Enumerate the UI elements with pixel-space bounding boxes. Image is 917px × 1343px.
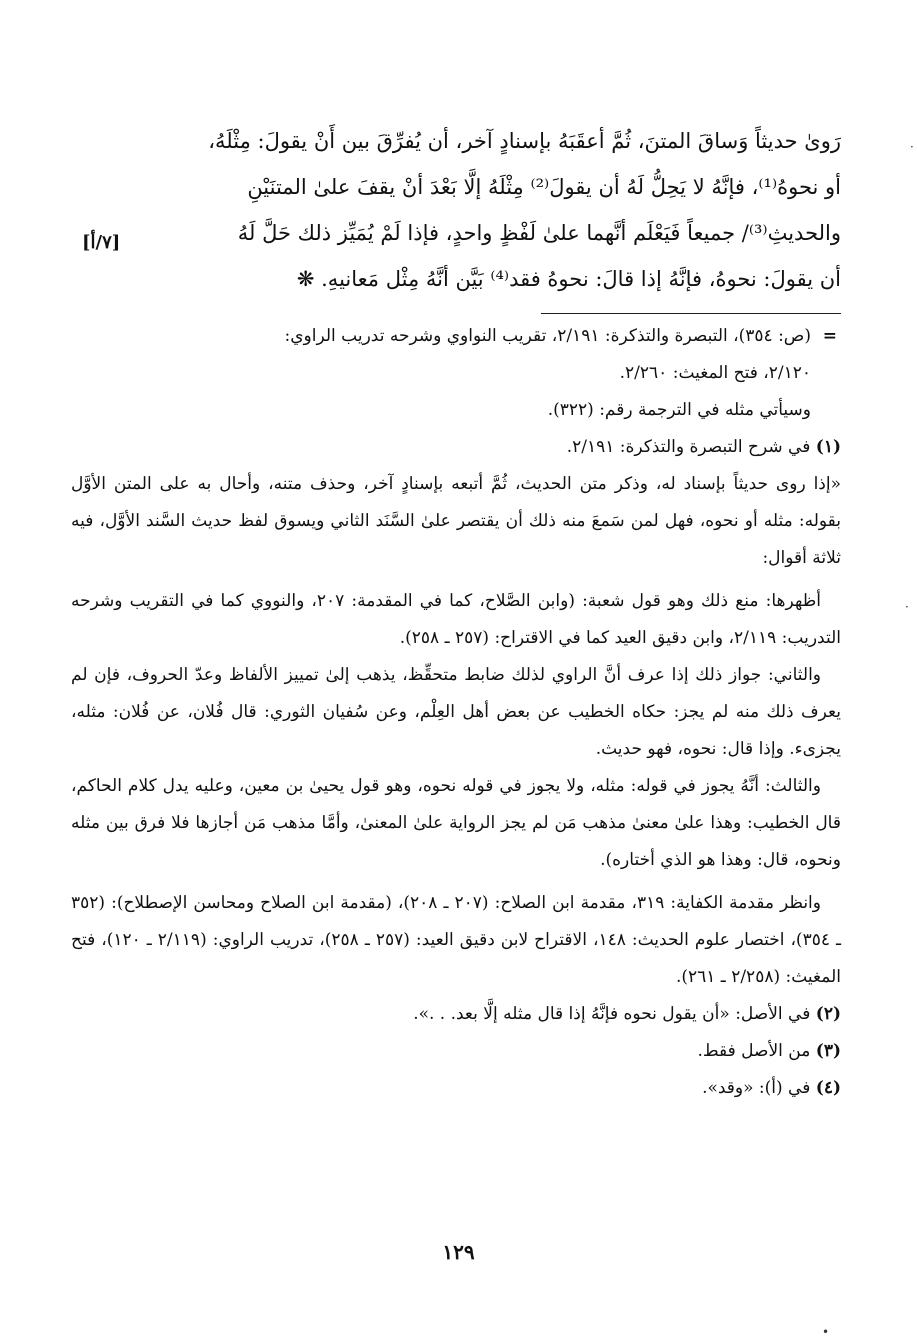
page-number: ١٢٩	[442, 1240, 475, 1264]
footnote-1-head-text: في شرح التبصرة والتذكرة: ٢/١٩١.	[566, 437, 811, 457]
scan-speck: •	[822, 1325, 830, 1339]
scan-speck: ·	[910, 140, 914, 154]
footnote-1-number: (١)	[815, 437, 841, 457]
scan-speck: ·	[905, 600, 909, 614]
footnote-3-number: (٣)	[815, 1041, 841, 1061]
main-line-2: أو نحوهُ⁽¹⁾، فإنَّهُ لا يَحِلُّ لَهُ أن يقولَ⁽²⁾ مِثْلَهُ إلَّا بَعْدَ أنْ يقفَ علىٰ المتنَيْنِ	[247, 175, 841, 199]
footnote-continuation-marker: =	[822, 326, 837, 346]
footnote-2	[71, 996, 841, 1033]
footnote-4-text: في (أ): «وقد».	[702, 1078, 811, 1098]
continuation-line-1: (ص: ٣٥٤)، التبصرة والتذكرة: ٢/١٩١، تقريب النواوي وشرحه تدريب الراوي:	[284, 326, 811, 346]
continuation-line-2: ٢/١٢٠، فتح المغيث: ٢/٢٦٠.	[619, 363, 811, 383]
main-text	[151, 118, 841, 302]
footnote-divider	[541, 313, 841, 314]
footnote-3-text: من الأصل فقط.	[697, 1041, 811, 1061]
continuation-line-3: وسيأتي مثله في الترجمة رقم: (٣٢٢).	[547, 400, 811, 420]
footnote-1-opinion-3: والثالث: أنَّهُ يجوز في قوله: مثله، ولا يجوز في قوله نحوه، وهو قول يحيىٰ بن معين، وعليه يدل كلام الحاكم، قال الخطيب: وهذا علىٰ معنىٰ مذهب مَن لم يجز الرواية علىٰ المعنىٰ، وأمَّا مذهب مَن أجازها فلا فرق بين مثله ونحوه، قال: وهذا هو الذي أختاره).	[71, 776, 841, 870]
footnote-1-head	[71, 429, 841, 466]
footnote-3	[71, 1033, 841, 1070]
main-line-1: رَوىٰ حديثاً وَساقَ المتنَ، ثُمَّ أعقَبَهُ بإسنادٍ آخر، أن يُفرِّقَ بين أَنْ يقولَ: مِثْلَهُ،	[208, 129, 841, 153]
footnote-1-opinion-2: والثاني: جواز ذلك إذا عرف أنَّ الراوي لذلك ضابط متحقِّظ، يذهب إلىٰ تمييز الألفاظ وعدّ الحروف، فإن لم يعرف ذلك منه لم يجز: حكاه الخطيب عن بعض أهل العِلْم، وعن سُفيان الثوري: قال فُلان، عن فُلان: مثله، يجزىء. وإذا قال: نحوه، فهو حديث.	[71, 665, 841, 759]
footnotes	[71, 318, 841, 1107]
footnote-4-number: (٤)	[815, 1078, 841, 1098]
footnote-2-text: في الأصل: «أن يقول نحوه فإنَّهُ إذا قال مثله إلَّا بعد. . .».	[413, 1004, 811, 1024]
footnote-4	[71, 1070, 841, 1107]
footnote-1-references: وانظر مقدمة الكفاية: ٣١٩، مقدمة ابن الصلاح: (٢٠٧ ـ ٢٠٨)، (مقدمة ابن الصلاح ومحاسن الإصطلاح): (٣٥٢ ـ ٣٥٤)، اختصار علوم الحديث: ١٤٨، الاقتراح لابن دقيق العيد: (٢٥٧ ـ ٢٥٨)، تدريب الراوي: (٢/١١٩ ـ ١٢٠)، فتح المغيث: (٢/٢٥٨ ـ ٢٦١).	[71, 893, 841, 987]
main-line-4: أن يقولَ: نحوهُ، فإنَّهُ إذا قالَ: نحوهُ فقد⁽⁴⁾ بَيَّن أنَّهُ مِثْل مَعانيهِ. ❋	[296, 267, 841, 291]
footnote-1-quote: «إذا روى حديثاً بإسناد له، وذكر متن الحديث، ثُمَّ أتبعه بإسنادٍ آخر، وحذف متنه، وأحال به على المتن الأوَّل بقوله: مثله أو نحوه، فهل لمن سَمعَ منه ذلك أن يقتصر علىٰ السَّنَد الثاني ويسوق لفظ حديث السَّند الأوَّل، فيه ثلاثة أقوال:	[71, 474, 841, 568]
footnote-2-number: (٢)	[815, 1004, 841, 1024]
footnote-continuation	[71, 318, 841, 429]
manuscript-folio-ref: [٧/أ]	[82, 232, 121, 253]
main-line-3: والحديثِ⁽³⁾/ جميعاً فَيَعْلَم أنَّهما علىٰ لَفْظٍ واحدٍ، فإذا لَمْ يُمَيِّز ذلك حَلَّ لَهُ	[237, 221, 841, 245]
footnote-1-opinion-1: أظهرها: منع ذلك وهو قول شعبة: (وابن الصَّلاح، كما في المقدمة: ٢٠٧، والنووي كما في التقريب وشرحه التدريب: ٢/١١٩، وابن دقيق العيد كما في الاقتراح: (٢٥٧ ـ ٢٥٨).	[71, 591, 841, 648]
